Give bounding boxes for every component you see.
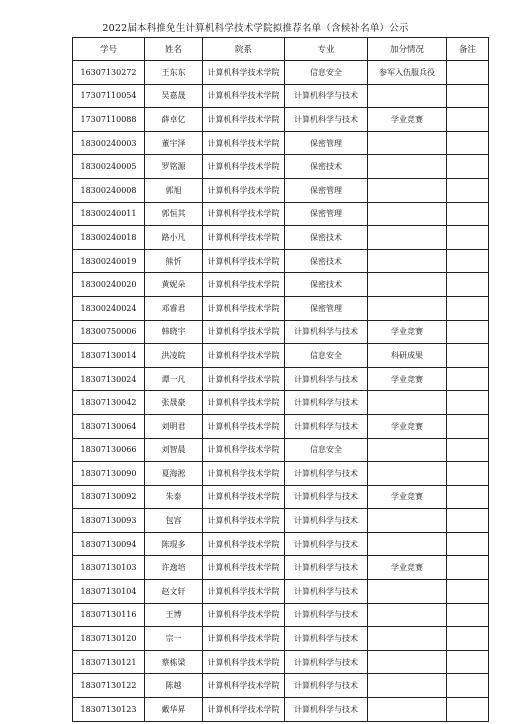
- name-cell: 王东东: [145, 61, 203, 85]
- major-cell: 计算机科学与技术: [285, 580, 368, 604]
- bonus-cell: 学业竞赛: [368, 320, 447, 344]
- name-cell: 黄妮朵: [145, 273, 203, 297]
- major-cell: 保密技术: [285, 249, 368, 273]
- bonus-cell: [368, 131, 447, 155]
- remarks-cell: [447, 603, 489, 627]
- bonus-cell: [368, 698, 447, 722]
- department-cell: 计算机科学技术学院: [203, 414, 285, 438]
- name-cell: 邓睿君: [145, 296, 203, 320]
- bonus-cell: [368, 202, 447, 226]
- table-row: [73, 556, 489, 580]
- remarks-cell: [447, 462, 489, 486]
- major-cell: 保密技术: [285, 226, 368, 250]
- name-cell: 包容: [145, 509, 203, 533]
- bonus-cell: 学业竞赛: [368, 556, 447, 580]
- table-row: [73, 650, 489, 674]
- remarks-cell: [447, 226, 489, 250]
- student-id-cell: 18307130104: [73, 580, 145, 604]
- name-cell: 朱泰: [145, 485, 203, 509]
- table-row: [73, 462, 489, 486]
- header-remarks: 备注: [447, 38, 489, 61]
- student-id-cell: 18300240019: [73, 249, 145, 273]
- table-row: [73, 580, 489, 604]
- name-cell: 赵文轩: [145, 580, 203, 604]
- header-bonus: 加分情况: [368, 38, 447, 61]
- bonus-cell: [368, 627, 447, 651]
- remarks-cell: [447, 674, 489, 698]
- table-row: [73, 84, 489, 108]
- department-cell: 计算机科学技术学院: [203, 155, 285, 179]
- student-id-cell: 18307130122: [73, 674, 145, 698]
- remarks-cell: [447, 650, 489, 674]
- student-id-cell: 18300240018: [73, 226, 145, 250]
- name-cell: 吴嘉晟: [145, 84, 203, 108]
- name-cell: 许逸培: [145, 556, 203, 580]
- name-cell: 路小凡: [145, 226, 203, 250]
- bonus-cell: [368, 462, 447, 486]
- remarks-cell: [447, 556, 489, 580]
- major-cell: 信息安全: [285, 344, 368, 368]
- bonus-cell: 科研成果: [368, 344, 447, 368]
- major-cell: 计算机科学与技术: [285, 414, 368, 438]
- student-id-cell: 18307130123: [73, 698, 145, 722]
- table-row: [73, 226, 489, 250]
- student-id-cell: 18307130024: [73, 367, 145, 391]
- name-cell: 蔡栋梁: [145, 650, 203, 674]
- department-cell: 计算机科学技术学院: [203, 556, 285, 580]
- table-row: [73, 320, 489, 344]
- student-id-cell: 18300750006: [73, 320, 145, 344]
- name-cell: 熊忻: [145, 249, 203, 273]
- table-row: [73, 131, 489, 155]
- major-cell: 计算机科学与技术: [285, 320, 368, 344]
- student-id-cell: 18307130120: [73, 627, 145, 651]
- department-cell: 计算机科学技术学院: [203, 438, 285, 462]
- student-id-cell: 18300240020: [73, 273, 145, 297]
- student-id-cell: 18300240024: [73, 296, 145, 320]
- name-cell: 董宇泽: [145, 131, 203, 155]
- table-row: [73, 698, 489, 722]
- department-cell: 计算机科学技术学院: [203, 344, 285, 368]
- department-cell: 计算机科学技术学院: [203, 249, 285, 273]
- department-cell: 计算机科学技术学院: [203, 674, 285, 698]
- name-cell: 洪凌皖: [145, 344, 203, 368]
- remarks-cell: [447, 178, 489, 202]
- major-cell: 计算机科学与技术: [285, 367, 368, 391]
- remarks-cell: [447, 509, 489, 533]
- department-cell: 计算机科学技术学院: [203, 650, 285, 674]
- remarks-cell: [447, 485, 489, 509]
- name-cell: 薛卓亿: [145, 108, 203, 132]
- student-id-cell: 18307130092: [73, 485, 145, 509]
- major-cell: 计算机科学与技术: [285, 674, 368, 698]
- table-row: [73, 249, 489, 273]
- bonus-cell: [368, 155, 447, 179]
- document-title: 2022届本科推免生计算机科学技术学院拟推荐名单（含候补名单）公示: [102, 23, 409, 34]
- remarks-cell: [447, 202, 489, 226]
- student-id-cell: 18300240011: [73, 202, 145, 226]
- department-cell: 计算机科学技术学院: [203, 509, 285, 533]
- department-cell: 计算机科学技术学院: [203, 391, 285, 415]
- table-body: [73, 61, 489, 722]
- student-id-cell: 17307110054: [73, 84, 145, 108]
- table-row: [73, 414, 489, 438]
- table-row: [73, 438, 489, 462]
- bonus-cell: [368, 296, 447, 320]
- remarks-cell: [447, 580, 489, 604]
- major-cell: 保密管理: [285, 296, 368, 320]
- table-row: [73, 273, 489, 297]
- department-cell: 计算机科学技术学院: [203, 131, 285, 155]
- bonus-cell: 学业竞赛: [368, 414, 447, 438]
- major-cell: 计算机科学与技术: [285, 108, 368, 132]
- table-row: [73, 367, 489, 391]
- student-id-cell: 18300240008: [73, 178, 145, 202]
- name-cell: 谭一凡: [145, 367, 203, 391]
- remarks-cell: [447, 296, 489, 320]
- remarks-cell: [447, 61, 489, 85]
- remarks-cell: [447, 414, 489, 438]
- department-cell: 计算机科学技术学院: [203, 698, 285, 722]
- table-row: [73, 674, 489, 698]
- bonus-cell: [368, 273, 447, 297]
- table-row: [73, 296, 489, 320]
- name-cell: 夏海淞: [145, 462, 203, 486]
- major-cell: 计算机科学与技术: [285, 627, 368, 651]
- table-row: [73, 61, 489, 85]
- student-id-cell: 18307130116: [73, 603, 145, 627]
- header-name: 姓名: [145, 38, 203, 61]
- department-cell: 计算机科学技术学院: [203, 603, 285, 627]
- header-student-id: 学号: [73, 38, 145, 61]
- department-cell: 计算机科学技术学院: [203, 462, 285, 486]
- remarks-cell: [447, 320, 489, 344]
- name-cell: 陈琨多: [145, 532, 203, 556]
- bonus-cell: 学业竞赛: [368, 367, 447, 391]
- department-cell: 计算机科学技术学院: [203, 532, 285, 556]
- header-major: 专业: [285, 38, 368, 61]
- major-cell: 计算机科学与技术: [285, 462, 368, 486]
- recommendation-table: [72, 37, 489, 722]
- remarks-cell: [447, 108, 489, 132]
- name-cell: 陈越: [145, 674, 203, 698]
- table-row: [73, 532, 489, 556]
- student-id-cell: 18307130094: [73, 532, 145, 556]
- bonus-cell: [368, 438, 447, 462]
- bonus-cell: [368, 674, 447, 698]
- department-cell: 计算机科学技术学院: [203, 580, 285, 604]
- bonus-cell: [368, 391, 447, 415]
- remarks-cell: [447, 273, 489, 297]
- name-cell: 郭旭: [145, 178, 203, 202]
- department-cell: 计算机科学技术学院: [203, 202, 285, 226]
- remarks-cell: [447, 391, 489, 415]
- department-cell: 计算机科学技术学院: [203, 320, 285, 344]
- remarks-cell: [447, 698, 489, 722]
- header-department: 院系: [203, 38, 285, 61]
- major-cell: 计算机科学与技术: [285, 650, 368, 674]
- name-cell: 刘智晨: [145, 438, 203, 462]
- department-cell: 计算机科学技术学院: [203, 296, 285, 320]
- bonus-cell: 参军入伍服兵役: [368, 61, 447, 85]
- bonus-cell: [368, 84, 447, 108]
- major-cell: 信息安全: [285, 61, 368, 85]
- bonus-cell: [368, 650, 447, 674]
- name-cell: 韩晓宇: [145, 320, 203, 344]
- department-cell: 计算机科学技术学院: [203, 273, 285, 297]
- table-row: [73, 485, 489, 509]
- major-cell: 信息安全: [285, 438, 368, 462]
- student-id-cell: 18307130042: [73, 391, 145, 415]
- student-id-cell: 18307130090: [73, 462, 145, 486]
- remarks-cell: [447, 438, 489, 462]
- student-id-cell: 16307130272: [73, 61, 145, 85]
- major-cell: 保密管理: [285, 202, 368, 226]
- bonus-cell: [368, 532, 447, 556]
- major-cell: 保密技术: [285, 273, 368, 297]
- name-cell: 宗一: [145, 627, 203, 651]
- name-cell: 戴华昇: [145, 698, 203, 722]
- major-cell: 计算机科学与技术: [285, 532, 368, 556]
- remarks-cell: [447, 627, 489, 651]
- table-row: [73, 178, 489, 202]
- major-cell: 计算机科学与技术: [285, 485, 368, 509]
- major-cell: 计算机科学与技术: [285, 391, 368, 415]
- bonus-cell: [368, 580, 447, 604]
- bonus-cell: [368, 226, 447, 250]
- student-id-cell: 18307130093: [73, 509, 145, 533]
- name-cell: 郭恒其: [145, 202, 203, 226]
- department-cell: 计算机科学技术学院: [203, 84, 285, 108]
- student-id-cell: 18300240003: [73, 131, 145, 155]
- department-cell: 计算机科学技术学院: [203, 485, 285, 509]
- student-id-cell: 18300240005: [73, 155, 145, 179]
- major-cell: 计算机科学与技术: [285, 556, 368, 580]
- name-cell: 王博: [145, 603, 203, 627]
- department-cell: 计算机科学技术学院: [203, 627, 285, 651]
- major-cell: 计算机科学与技术: [285, 509, 368, 533]
- bonus-cell: 学业竞赛: [368, 108, 447, 132]
- remarks-cell: [447, 367, 489, 391]
- student-id-cell: 18307130064: [73, 414, 145, 438]
- table-row: [73, 155, 489, 179]
- name-cell: 张晟豪: [145, 391, 203, 415]
- name-cell: 罗铭源: [145, 155, 203, 179]
- table-row: [73, 108, 489, 132]
- remarks-cell: [447, 131, 489, 155]
- table-row: [73, 344, 489, 368]
- bonus-cell: 学业竞赛: [368, 485, 447, 509]
- table-row: [73, 603, 489, 627]
- department-cell: 计算机科学技术学院: [203, 226, 285, 250]
- student-id-cell: 18307130121: [73, 650, 145, 674]
- student-id-cell: 17307110088: [73, 108, 145, 132]
- bonus-cell: [368, 178, 447, 202]
- name-cell: 刘明君: [145, 414, 203, 438]
- table-row: [73, 627, 489, 651]
- department-cell: 计算机科学技术学院: [203, 108, 285, 132]
- department-cell: 计算机科学技术学院: [203, 367, 285, 391]
- major-cell: 保密技术: [285, 155, 368, 179]
- table-row: [73, 509, 489, 533]
- student-id-cell: 18307130103: [73, 556, 145, 580]
- bonus-cell: [368, 603, 447, 627]
- table-header-row: [73, 38, 489, 61]
- major-cell: 计算机科学与技术: [285, 84, 368, 108]
- major-cell: 保密管理: [285, 131, 368, 155]
- student-id-cell: 18307130014: [73, 344, 145, 368]
- table-row: [73, 391, 489, 415]
- remarks-cell: [447, 249, 489, 273]
- bonus-cell: [368, 509, 447, 533]
- department-cell: 计算机科学技术学院: [203, 178, 285, 202]
- remarks-cell: [447, 155, 489, 179]
- remarks-cell: [447, 344, 489, 368]
- major-cell: 计算机科学与技术: [285, 603, 368, 627]
- student-id-cell: 18307130066: [73, 438, 145, 462]
- bonus-cell: [368, 249, 447, 273]
- remarks-cell: [447, 84, 489, 108]
- remarks-cell: [447, 532, 489, 556]
- major-cell: 计算机科学与技术: [285, 698, 368, 722]
- department-cell: 计算机科学技术学院: [203, 61, 285, 85]
- table-row: [73, 202, 489, 226]
- major-cell: 保密管理: [285, 178, 368, 202]
